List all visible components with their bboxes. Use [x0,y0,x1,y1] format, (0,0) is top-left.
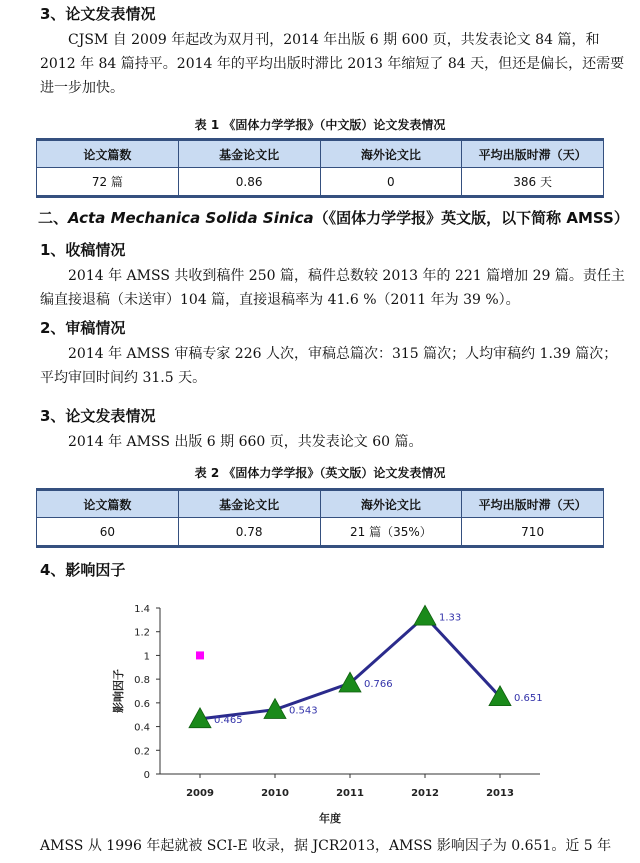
table-header-row [37,140,604,168]
x-tick-label: 2012 [411,788,439,799]
y-tick-label: 0.4 [134,722,150,734]
y-tick-label: 0 [143,770,150,781]
table-journal-en [36,488,604,548]
x-tick-label: 2009 [186,788,214,799]
journal-name: Acta Mechanica Solida Sinica [68,209,314,227]
table-header-cell: 平均出版时滞（天） [462,140,604,168]
table-cell: 0.86 [178,168,320,197]
table-header-cell: 基金论文比 [178,140,320,168]
table-journal-cn [36,138,604,198]
y-tick-label: 0.8 [134,675,150,687]
part-heading-suffix: （《固体力学学报》英文版，以下简称 AMSS） [313,209,629,227]
table-cell: 0 [320,168,462,197]
paragraph: 2014 年 AMSS 共收到稿件 250 篇，稿件总数较 2013 年的 221 篇增加 29 篇。责任主编直接退稿（未送审）104 篇，直接退稿率为 41.6 %（2011 年为 39 %）。 [40,268,625,308]
table-row [37,518,604,547]
data-label: 0.766 [364,679,393,691]
y-tick-label: 0.6 [134,698,150,710]
x-tick-label: 2011 [336,788,364,799]
data-label: 1.33 [439,612,462,624]
paragraph: 2014 年 AMSS 出版 6 期 660 页，共发表论文 60 篇。 [68,434,423,450]
series-line [200,616,500,719]
section-heading: 3、论文发表情况 [40,5,156,23]
data-label: 0.465 [214,714,243,726]
table-row [37,168,604,197]
x-axis-title: 年度 [319,812,341,825]
section-heading: 2、审稿情况 [40,319,126,337]
table-cell: 0.78 [178,518,320,547]
table-caption: 表 2 《固体力学学报》（英文版）论文发表情况 [194,466,446,480]
table-header-cell: 海外论文比 [320,140,462,168]
data-label: 0.543 [289,705,318,717]
paragraph: AMSS 从 1996 年起就被 SCI-E 收录，据 JCR2013，AMSS 影响因子为 0.651。近 5 年 [40,838,612,854]
table-header-cell: 海外论文比 [320,490,462,518]
x-tick-label: 2013 [486,788,514,799]
table-cell: 21 篇（35%） [320,518,462,547]
table-cell: 72 篇 [37,168,179,197]
paragraph: 2014 年 AMSS 审稿专家 226 人次，审稿总篇次：315 篇次；人均审稿约 1.39 篇次；平均审回时间约 31.5 天。 [40,346,618,386]
data-point-marker [414,605,436,625]
table-header-cell: 平均出版时滞（天） [462,490,604,518]
x-tick-label: 2010 [261,788,289,799]
table-header-cell: 论文篇数 [37,140,179,168]
part-heading-prefix: 二、 [38,209,69,227]
part-heading [38,208,629,228]
table-header-row [37,490,604,518]
data-label: 0.651 [514,692,543,704]
y-tick-label: 1 [143,651,150,663]
paragraph: CJSM 自 2009 年起改为双月刊，2014 年出版 6 期 600 页，共发表论文 84 篇，和 2012 年 84 篇持平。2014 年的平均出版时滞比 2013 年缩短了 84 天，但还是偏长，还需要进一步加快。 [40,32,625,96]
y-tick-label: 1.2 [134,627,150,639]
y-tick-label: 1.4 [134,604,150,615]
section-heading: 3、论文发表情况 [40,407,156,425]
section-heading: 4、影响因子 [40,561,126,579]
y-axis-title: 影响因子 [112,669,125,713]
table-header-cell: 基金论文比 [178,490,320,518]
y-tick-label: 0.2 [134,746,150,758]
table-cell: 386 天 [462,168,604,197]
table-cell: 60 [37,518,179,547]
impact-factor-chart [90,596,620,830]
legend-swatch [196,651,204,659]
section-heading: 1、收稿情况 [40,241,126,259]
data-point-marker [264,699,286,719]
table-header-cell: 论文篇数 [37,490,179,518]
table-cell: 710 [462,518,604,547]
table-caption: 表 1 《固体力学学报》（中文版）论文发表情况 [194,118,446,132]
